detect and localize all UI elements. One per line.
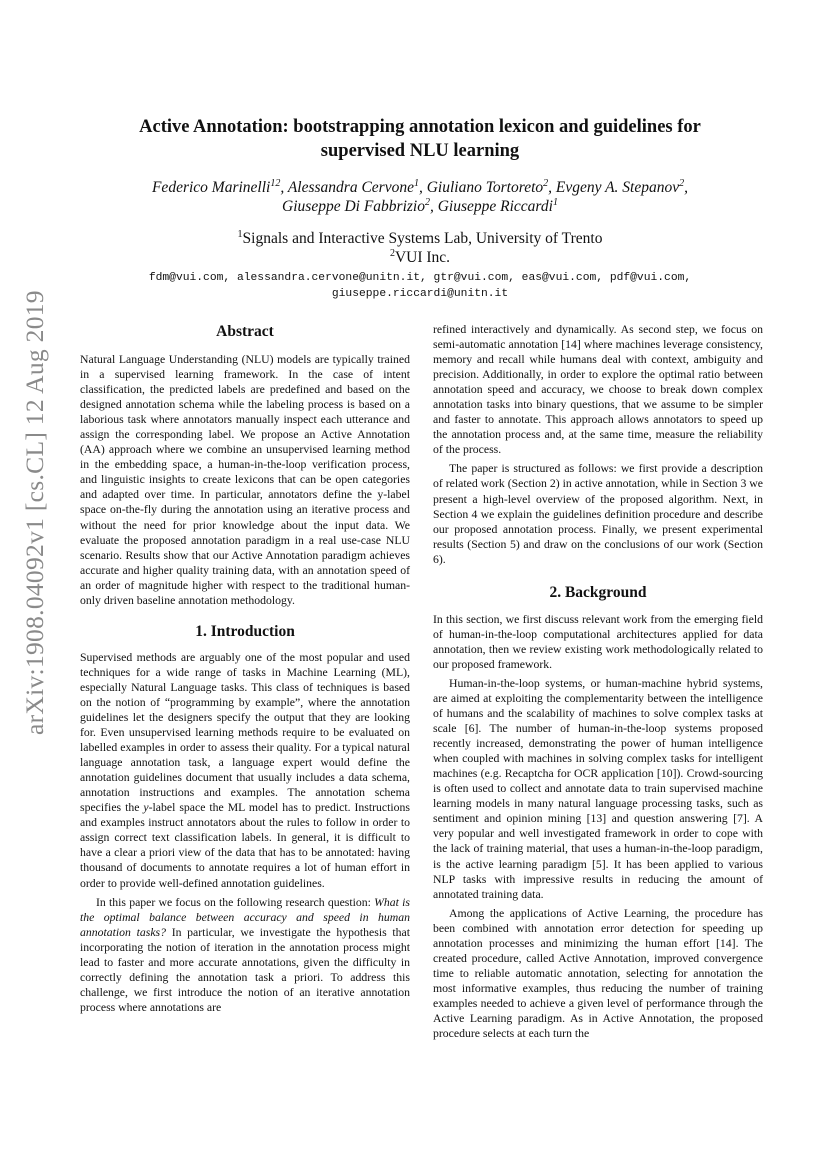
left-column (80, 322, 410, 1015)
author-name: Federico Marinelli (151, 179, 271, 196)
author-name: Giuseppe Di Fabbrizio (282, 198, 425, 215)
author-affil-mark: 12 (270, 177, 281, 189)
affil-text: Signals and Interactive Systems Lab, University of Trento (242, 230, 603, 247)
intro-p2-rest: In particular, we investigate the hypothesis that incorporating the notion of iteration in the annotation process might lead to faster and more accurate annotations, given the difficulty in correctly defining the annotation task a priori. To address this challenge, we first introduce the notion of an iterative annotation process where annotations are (80, 925, 410, 1014)
affil-text: VUI Inc. (394, 249, 451, 266)
background-paragraph-1: In this section, we first discuss relevant work from the emerging field of human-in-the-loop computational architectures applied for data annotation, then we review existing work methodologically related to our proposed framework. (433, 612, 763, 671)
intro-paragraph-3: refined interactively and dynamically. As second step, we focus on semi-automatic annotation [14] where machines leverage consistency, memory and recall while humans deal with context, ambiguity and precision. Additionally, in order to explore the optimal ratio between annotation speed and accuracy, we choose to break down complex annotation tasks into binary questions, that we assume to be simpler and faster to annotate. This approach allows annotators to speed up the annotation process and, at the same time, measure the reliability of the process. (433, 323, 763, 457)
author-separator: , (548, 179, 556, 196)
intro-p1-rest: -label space the ML model has to predict. Instructions and examples instruct annotators about the rules to follow in order to assign correct text classification labels. In general, it is difficult to have a clear a priori view of the data that has to be annotated: having thousand of documents to annotate requires a lot of human effort in order to provide well-defined annotation guidelines. (80, 801, 410, 890)
affil-mark: 1 (237, 228, 243, 240)
author-name: Alessandra Cervone (287, 179, 414, 196)
author-affil-mark: 1 (413, 177, 419, 189)
author-emails (80, 270, 760, 302)
author-separator: , (429, 198, 438, 215)
right-column (433, 322, 763, 1041)
author-separator: , (418, 179, 427, 196)
email-line-2: giuseppe.riccardi@unitn.it (331, 288, 509, 300)
author-separator: , (280, 179, 288, 196)
background-paragraph-2: Human-in-the-loop systems, or human-machine hybrid systems, are aimed at exploiting the complementarity between the intelligence of humans and the scalability of machines to solve complex tasks at scale [6]. The number of human-in-the-loop systems proposed recently increased, demonstrating the power of human intelligence when coupled with machines in solving complex tasks for intelligent machines (e.g. Recaptcha for OCR application [10]). Crowd-sourcing is often used to collect and annotate data to train supervised machine learning models in many natural language processing tasks, such as sentiment and opinion mining [13] and question answering [7]. A very popular and well investigated framework in order to cope with the lack of training material, that uses a human-in-the-loop paradigm, is the active learning paradigm [5]. It has been applied to various NLP tasks with impressive results in reducing the amount of annotated training data. (433, 676, 763, 901)
background-paragraph-3: Among the applications of Active Learning, the procedure has been combined with annotation error detection for speeding up annotation processes and minimizing the human effort [14]. The created procedure, called Active Annotation, improved convergence time to reliable automatic annotation, selecting for annotation the most informative examples, thus reducing the number of training examples needed to achieve a given level of performance through the Active Learning paradigm. As in Active Annotation, the proposed procedure selects at each turn the (433, 906, 763, 1041)
affiliation (95, 248, 745, 267)
author-list (95, 178, 745, 216)
affiliation (95, 229, 745, 248)
title-line-1: Active Annotation: bootstrapping annotation lexicon and guidelines for (139, 117, 701, 137)
title-line-2: supervised NLU learning (320, 141, 520, 161)
author-affil-mark: 2 (679, 177, 685, 189)
affiliations (95, 229, 745, 267)
author-line-1 (95, 178, 745, 197)
abstract-text: Natural Language Understanding (NLU) models are typically trained in a supervised learning framework. In the case of intent classification, the predicted labels are predefined and based on the designed annotation schema while the labeling process is based on a laborious task where annotators manually inspect each utterance and assign the corresponding label. We propose an Active Annotation (AA) approach where we combine an unsupervised learning method in the embedding space, a human-in-the-loop verification process, and linguistic insights to create lexicons that can be open categories and adapted over time. In particular, annotators define the y-label space on-the-fly during the annotation using an iterative process and without the need for prior knowledge about the input data. We evaluate the proposed annotation paradigm in a real use-case NLU scenario. Results show that our Active Annotation paradigm achieves accurate and higher quality training data, with an annotation speed of an order of magnitude higher with respect to the traditional human-only driven baseline annotation methodology. (80, 353, 410, 607)
abstract-heading: Abstract (216, 323, 274, 340)
author-name: Evgeny A. Stepanov (555, 179, 680, 196)
paper-title (95, 115, 745, 163)
background-heading: 2. Background (549, 583, 647, 601)
intro-paragraph-2 (80, 895, 410, 1015)
author-line-2 (95, 197, 745, 216)
author-affil-mark: 1 (552, 196, 558, 208)
research-question: What is the optimal balance between accuracy and speed in human annotation tasks? (80, 895, 410, 939)
intro-p1-text: Supervised methods are arguably one of the most popular and used techniques for a wide range of tasks in Machine Learning (ML), especially Natural Language tasks. This class of techniques is based on the notion of “programming by example”, where the annotation guidelines let the designers specify the output that they are looking for. Even unsupervised learning methods require to be evaluated on labelled examples in order to assess their quality. For a typical natural language annotation task, a language expert would define the annotation guidelines document that usually includes a data schema, annotation instructions and examples. The annotation schema specifies the (80, 650, 410, 815)
author-separator: , (684, 179, 689, 196)
intro-paragraph-1 (80, 650, 410, 891)
affil-mark: 2 (389, 247, 395, 259)
author-name: Giuliano Tortoreto (426, 179, 544, 196)
intro-p2-text: In this paper we focus on the following research question: (96, 895, 375, 909)
email-line-1: fdm@vui.com, alessandra.cervone@unitn.it, gtr@vui.com, eas@vui.com, pdf@vui.com, (148, 272, 692, 284)
arxiv-side-stamp: arXiv:1908.04092v1 [cs.CL] 12 Aug 2019 (20, 290, 49, 735)
intro-paragraph-4: The paper is structured as follows: we first provide a description of related work (Section 2) in active annotation, while in Section 3 we present a high-level overview of the proposed algorithm. Next, in Section 4 we explain the guidelines definition procedure and describe our proposed annotation process. Finally, we present experimental results (Section 5) and draw on the conclusions of our work (Section 6). (433, 462, 763, 566)
author-affil-mark: 2 (424, 196, 430, 208)
author-name: Giuseppe Riccardi (437, 198, 553, 215)
author-affil-mark: 2 (543, 177, 549, 189)
introduction-heading: 1. Introduction (195, 622, 295, 640)
intro-p1-emphasis: y (143, 801, 149, 815)
